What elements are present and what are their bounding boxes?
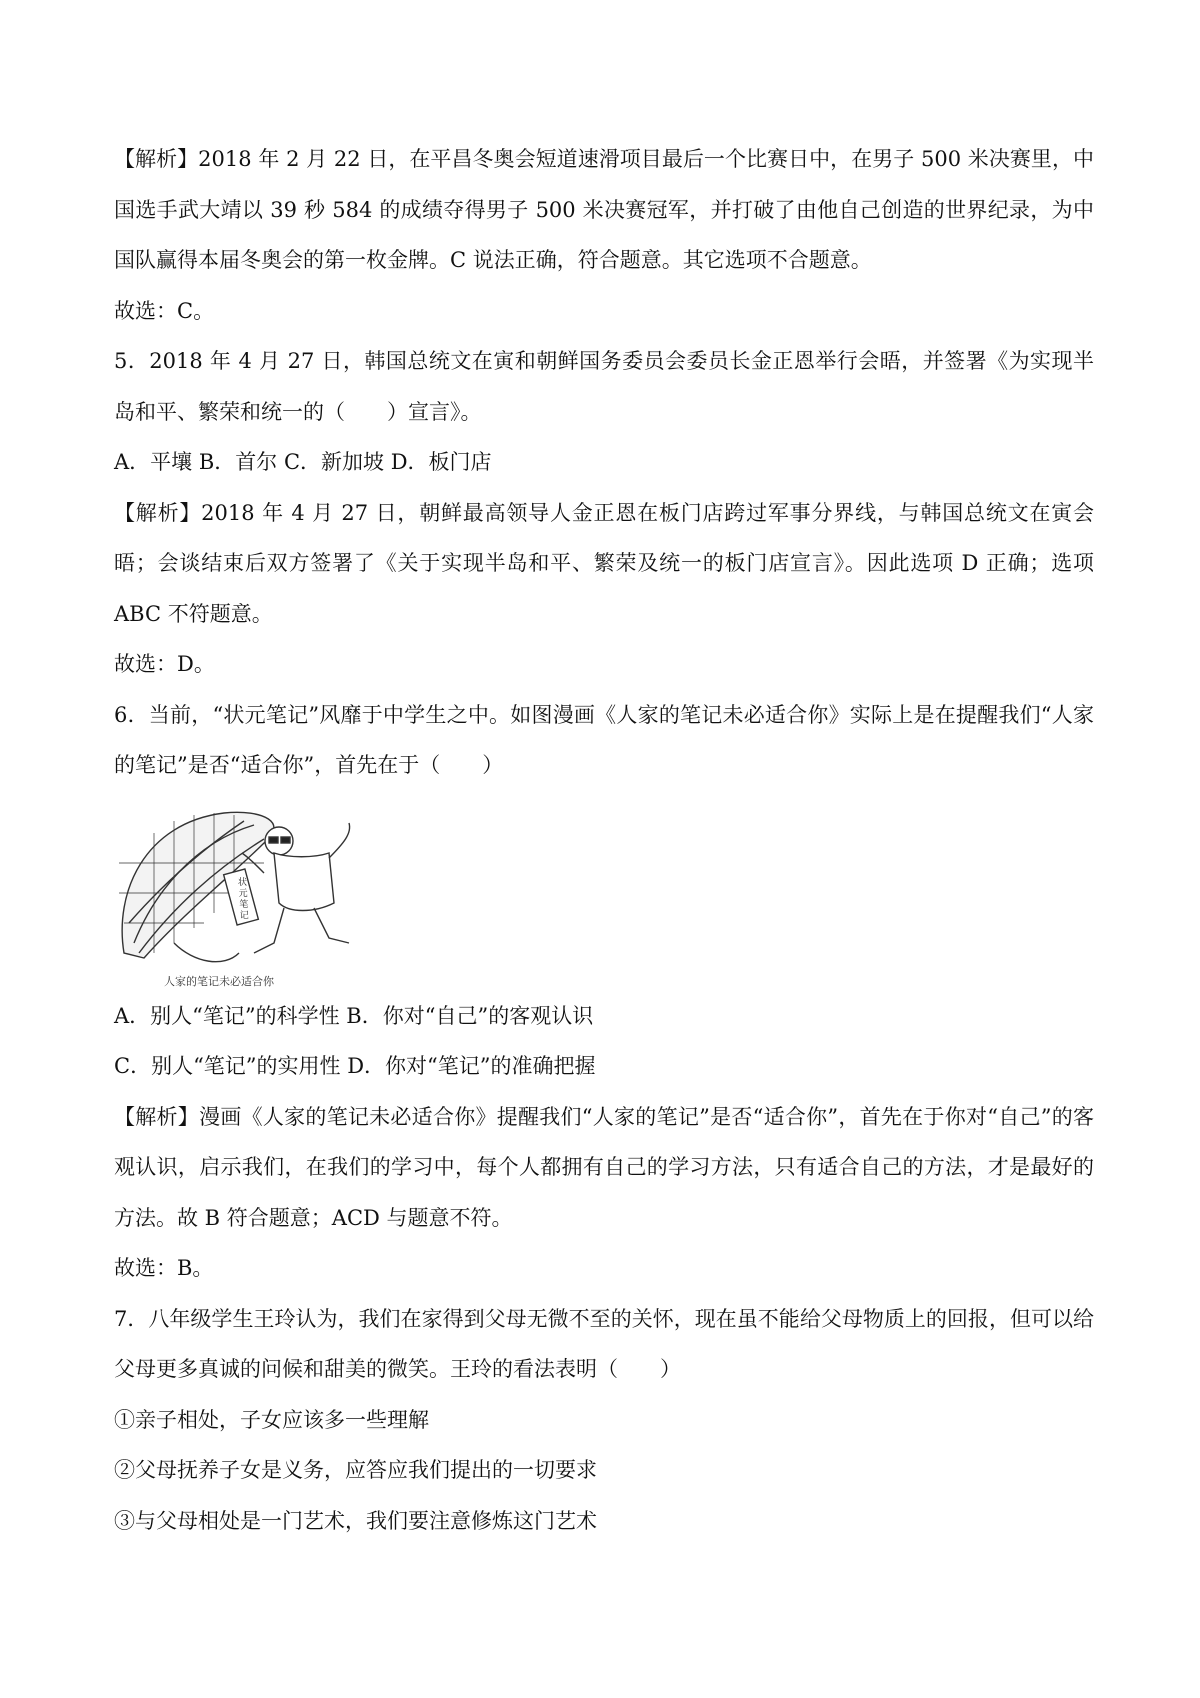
answer-line-q5: 故选：D。 xyxy=(114,652,215,676)
analysis-paragraph-q6 xyxy=(114,1092,1094,1244)
analysis-text: 2018 年 2 月 22 日，在平昌冬奥会短道速滑项目最后一个比赛日中，在男子 500 米决赛里，中国选手武大靖以 39 秒 584 的成绩夺得男子 500 米决赛冠军，并打破了由他自己创造的世界纪录，为中国队赢得本届冬奥会的第一枚金牌。C 说法正确，符合题意。其它选项不合题意。 xyxy=(114,147,1094,272)
answer-line-q4: 故选：C。 xyxy=(114,298,215,323)
question-6-options-cd: C．别人“笔记”的实用性 D．你对“笔记”的准确把握 xyxy=(114,1054,596,1078)
question-6-stem: 6．当前，“状元笔记”风靡于中学生之中。如图漫画《人家的笔记未必适合你》实际上是在提醒我们“人家的笔记”是否“适合你”，首先在于（ ） xyxy=(114,702,1094,777)
analysis-paragraph-q5 xyxy=(114,488,1094,640)
analysis-tag: 【解析】 xyxy=(114,500,202,525)
cartoon-caption: 人家的笔记未必适合你 xyxy=(164,974,274,988)
question-5-options: A．平壤 B．首尔 C．新加坡 D．板门店 xyxy=(114,450,492,474)
answer-line-q6: 故选：B。 xyxy=(114,1256,214,1280)
question-5-stem: 5．2018 年 4 月 27 日，韩国总统文在寅和朝鲜国务委员会委员长金正恩举行会晤，并签署《为实现半岛和平、繁荣和统一的（ ）宣言》。 xyxy=(114,349,1094,424)
analysis-text: 漫画《人家的笔记未必适合你》提醒我们“人家的笔记”是否“适合你”，首先在于你对“自己”的客观认识，启示我们，在我们的学习中，每个人都拥有自己的学习方法，只有适合自己的方法，才是最好的方法。故 B 符合题意；ACD 与题意不符。 xyxy=(114,1104,1095,1230)
cartoon-illustration xyxy=(114,803,354,973)
sign-char: 状 xyxy=(238,877,248,888)
sign-char: 记 xyxy=(239,910,249,921)
question-7-item-1: ①亲子相处，子女应该多一些理解 xyxy=(114,1407,429,1432)
sign-char: 元 xyxy=(238,888,248,899)
page-content xyxy=(114,146,1094,1558)
analysis-paragraph-q4 xyxy=(114,134,1094,286)
analysis-tag: 【解析】 xyxy=(114,147,199,171)
cartoon-figure xyxy=(114,803,354,989)
sign-char: 笔 xyxy=(239,899,249,910)
question-7-item-3: ③与父母相处是一门艺术，我们要注意修炼这门艺术 xyxy=(114,1508,597,1533)
analysis-tag: 【解析】 xyxy=(114,1104,200,1129)
question-6-options-ab: A．别人“笔记”的科学性 B．你对“自己”的客观认识 xyxy=(114,1003,594,1028)
question-7-item-2: ②父母抚养子女是义务，应答应我们提出的一切要求 xyxy=(114,1458,597,1482)
question-7-stem: 7．八年级学生王玲认为，我们在家得到父母无微不至的关怀，现在虽不能给父母物质上的回报，但可以给父母更多真诚的问候和甜美的微笑。王玲的看法表明（ ） xyxy=(114,1306,1094,1381)
analysis-text: 2018 年 4 月 27 日，朝鲜最高领导人金正恩在板门店跨过军事分界线，与韩国总统文在寅会晤；会谈结束后双方签署了《关于实现半岛和平、繁荣及统一的板门店宣言》。因此选项 D 正确；选项 ABC 不符题意。 xyxy=(114,500,1094,626)
